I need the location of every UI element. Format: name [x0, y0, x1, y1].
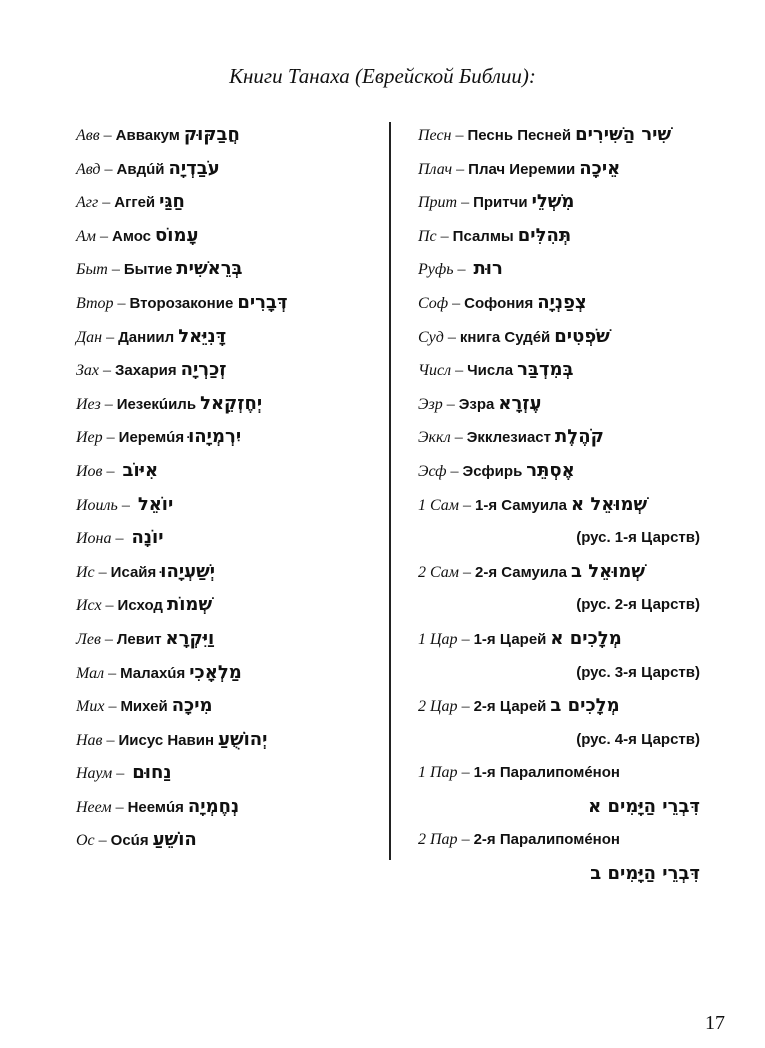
book-name: 2-я Царей — [473, 698, 547, 716]
book-abbreviation: Зах — [76, 362, 100, 380]
hebrew-title: מִשְׁלֵי — [531, 191, 575, 213]
dash-separator: – — [106, 429, 115, 447]
book-entry — [76, 454, 376, 488]
book-name: Экклезиаст — [466, 429, 552, 447]
hebrew-title: שְׁמוֹת — [166, 594, 213, 616]
dash-separator: – — [111, 261, 120, 279]
book-abbreviation: Числ — [418, 362, 452, 380]
dash-separator: – — [456, 160, 465, 178]
hebrew-title: דִּבְרֵי הַיָּמִים ב — [590, 863, 700, 885]
hebrew-title: נַחוּם — [132, 762, 172, 784]
book-entry — [418, 185, 738, 219]
russian-note: (рус. 4-я Царств) — [576, 730, 700, 748]
hebrew-title: יִרְמְיָהוּ — [188, 426, 242, 448]
dash-separator: – — [106, 462, 115, 480]
book-entry — [76, 252, 376, 286]
dash-separator: – — [440, 227, 449, 245]
dash-separator: – — [447, 328, 456, 346]
dash-separator: – — [106, 328, 115, 346]
book-name: Исайя — [110, 563, 157, 581]
dash-separator: – — [108, 664, 117, 682]
dash-separator: – — [106, 731, 115, 749]
book-entry — [418, 488, 738, 522]
page-title: Книги Танаха (Еврейской Библии): — [229, 64, 536, 88]
book-abbreviation: Втор — [76, 294, 114, 312]
book-entry — [418, 555, 738, 589]
book-abbreviation: Дан — [76, 328, 103, 346]
book-entry — [76, 488, 376, 522]
hebrew-title: חַגַּי — [159, 191, 185, 213]
book-name: Михей — [120, 698, 168, 716]
book-entry — [418, 756, 738, 790]
book-name: 1-я Царей — [473, 630, 547, 648]
book-entry — [418, 286, 738, 320]
book-entry — [418, 353, 738, 387]
book-abbreviation: Наум — [76, 765, 113, 783]
book-abbreviation: Неем — [76, 798, 112, 816]
book-name: Софония — [464, 294, 534, 312]
book-entry — [418, 118, 738, 152]
book-abbreviation: Суд — [418, 328, 444, 346]
book-entry — [418, 219, 738, 253]
book-abbreviation: Эзр — [418, 395, 443, 413]
dash-separator: – — [461, 194, 470, 212]
book-name: Эсфирь — [462, 462, 523, 480]
book-abbreviation: Руфь — [418, 261, 454, 279]
hebrew-title: הוֹשֵׁעַ — [152, 829, 197, 851]
hebrew-title: אִיּוֹב — [122, 459, 159, 481]
book-name: Малахúя — [120, 664, 186, 682]
hebrew-title: וַיִּקְרָא — [165, 627, 215, 649]
hebrew-title: בְּרֵאשִׁית — [176, 258, 243, 280]
book-abbreviation: Прит — [418, 194, 458, 212]
book-name: Иеремúя — [118, 429, 185, 447]
column-divider — [389, 122, 391, 860]
hebrew-title: קֹהֶלֶת — [555, 426, 604, 448]
hebrew-title: מַלְאָכִי — [189, 661, 242, 683]
dash-separator: – — [455, 127, 464, 144]
dash-separator: – — [103, 362, 112, 380]
book-entry — [76, 320, 376, 354]
hebrew-title: מְלָכִים א — [550, 627, 622, 649]
dash-separator: – — [115, 530, 124, 548]
book-abbreviation: Иер — [76, 429, 103, 447]
book-entry — [418, 689, 738, 723]
book-abbreviation: Эсф — [418, 462, 447, 480]
book-abbreviation: Пс — [418, 227, 437, 245]
book-entry — [76, 353, 376, 387]
book-entry — [76, 656, 376, 690]
book-abbreviation: 2 Сам — [418, 563, 459, 581]
hebrew-title: זְכַרְיָה — [180, 359, 227, 381]
book-name: Бытие — [123, 261, 173, 279]
book-name: Иисус Навин — [118, 731, 215, 749]
book-entry — [418, 387, 738, 421]
book-entry — [76, 219, 376, 253]
hebrew-title: שֹׁפְטִים — [554, 325, 610, 347]
book-entry — [76, 185, 376, 219]
hebrew-title: דִּבְרֵי הַיָּמִים א — [588, 795, 700, 817]
hebrew-title: עֹבַדְיָה — [168, 157, 220, 179]
dash-separator: – — [452, 294, 461, 312]
hebrew-title: יוֹאֵל — [137, 493, 174, 515]
book-entry — [76, 790, 376, 824]
hebrew-title: אֶסְתֵּר — [526, 459, 575, 481]
dash-separator: – — [457, 261, 466, 279]
book-abbreviation: Соф — [418, 294, 449, 312]
book-entry — [76, 387, 376, 421]
dash-separator: – — [116, 765, 125, 783]
dash-separator: – — [450, 462, 459, 480]
dash-separator: – — [454, 429, 463, 447]
book-entry — [76, 286, 376, 320]
hebrew-title: שְׁמוּאֵל א — [570, 493, 648, 515]
dash-separator: – — [108, 698, 117, 716]
book-abbreviation: Песн — [418, 127, 452, 144]
book-name: Аггей — [114, 194, 156, 212]
hebrew-title: תְּהִלִּים — [517, 224, 572, 246]
book-abbreviation: 1 Цар — [418, 630, 458, 648]
hebrew-title: עָמוֹס — [155, 224, 199, 246]
book-name: Псалмы — [452, 227, 514, 245]
book-name: Притчи — [473, 194, 528, 212]
dash-separator: – — [104, 160, 113, 178]
book-entry — [76, 723, 376, 757]
book-abbreviation: Иов — [76, 462, 103, 480]
hebrew-title: צְפַנְיָה — [537, 291, 587, 313]
book-entry — [76, 756, 376, 790]
hebrew-title: עֶזְרָא — [498, 392, 542, 414]
book-entry — [76, 622, 376, 656]
book-name: Эзра — [458, 395, 495, 413]
book-abbreviation: Ам — [76, 227, 96, 245]
dash-separator: – — [463, 496, 471, 514]
left-column — [76, 118, 376, 857]
book-name: книга Судéй — [459, 328, 551, 346]
hebrew-title: רוּת — [473, 258, 503, 280]
book-name: 1-я Паралипомéнон — [473, 764, 620, 782]
book-name: 2-я Паралипомéнон — [473, 831, 620, 849]
book-entry — [418, 454, 738, 488]
book-entry — [76, 823, 376, 857]
book-name: Второзаконие — [129, 294, 234, 312]
hebrew-title: חֲבַקּוּק — [183, 124, 240, 145]
dash-separator: – — [105, 597, 114, 615]
book-abbreviation: Нав — [76, 731, 103, 749]
hebrew-title: יְחֶזְקֵאל — [200, 392, 263, 414]
dash-separator: – — [99, 227, 108, 245]
book-name: 2-я Самуила — [475, 563, 567, 581]
dash-separator: – — [104, 630, 113, 648]
dash-separator: – — [121, 496, 130, 514]
book-abbreviation: 1 Пар — [418, 764, 458, 782]
book-name: Числа — [467, 362, 514, 380]
book-entry — [76, 555, 376, 589]
book-name: Захария — [115, 362, 177, 380]
book-abbreviation: Плач — [418, 160, 453, 178]
hebrew-title: דְּבָרִים — [237, 291, 288, 313]
book-name: 1-я Самуила — [475, 496, 567, 514]
book-name: Аввакум — [115, 127, 180, 144]
dash-separator: – — [102, 194, 111, 212]
book-abbreviation: 1 Сам — [418, 496, 459, 514]
dash-separator: – — [463, 563, 471, 581]
book-entry — [76, 420, 376, 454]
book-abbreviation: Лев — [76, 630, 101, 648]
dash-separator: – — [461, 764, 470, 782]
book-abbreviation: Иоиль — [76, 496, 118, 514]
book-name: Иезекúиль — [116, 395, 197, 413]
book-name: Песнь Песней — [467, 127, 572, 144]
book-abbreviation: Иона — [76, 530, 112, 548]
dash-separator: – — [455, 362, 464, 380]
book-entry — [76, 521, 376, 555]
dash-separator: – — [103, 127, 112, 144]
book-entry — [418, 152, 738, 186]
hebrew-title: שִׁיר הַשִּׁירִים — [575, 124, 672, 145]
book-abbreviation: Ис — [76, 563, 95, 581]
book-abbreviation: Авв — [76, 127, 100, 144]
book-name: Осúя — [110, 832, 149, 850]
book-name: Авдúй — [116, 160, 165, 178]
dash-separator: – — [104, 395, 113, 413]
dash-separator: – — [98, 832, 107, 850]
book-abbreviation: Эккл — [418, 429, 451, 447]
russian-note: (рус. 2-я Царств) — [576, 596, 700, 614]
book-name: Плач Иеремии — [468, 160, 576, 178]
dash-separator: – — [461, 831, 470, 849]
book-entry — [76, 588, 376, 622]
dash-separator: – — [98, 563, 107, 581]
hebrew-title: יְשַׁעְיָהוּ — [160, 560, 216, 582]
book-abbreviation: Авд — [76, 160, 101, 178]
hebrew-title: בְּמִדְבַּר — [517, 359, 574, 381]
book-abbreviation: 2 Цар — [418, 698, 458, 716]
hebrew-title: יְהוֹשֻׁעַ — [218, 728, 268, 750]
book-entry — [76, 689, 376, 723]
dash-separator: – — [461, 630, 470, 648]
book-name: Даниил — [118, 328, 175, 346]
russian-note: (рус. 3-я Царств) — [576, 663, 700, 681]
hebrew-title: מְלָכִים ב — [550, 695, 620, 717]
book-name: Амос — [111, 227, 152, 245]
book-name: Исход — [117, 597, 163, 615]
hebrew-title: נְחֶמְיָה — [187, 795, 240, 817]
dash-separator: – — [117, 294, 126, 312]
book-entry — [418, 252, 738, 286]
book-entry — [418, 823, 738, 857]
hebrew-title: מִיכָה — [171, 695, 213, 717]
book-abbreviation: Ос — [76, 832, 95, 850]
book-name: Левит — [116, 630, 162, 648]
russian-note: (рус. 1-я Царств) — [576, 529, 700, 547]
book-entry — [418, 320, 738, 354]
book-abbreviation: Исх — [76, 597, 102, 615]
book-entry — [76, 152, 376, 186]
book-abbreviation: Быт — [76, 261, 108, 279]
book-entry — [418, 420, 738, 454]
page-number: 17 — [705, 1012, 725, 1034]
book-abbreviation: 2 Пар — [418, 831, 458, 849]
right-column — [418, 118, 738, 891]
hebrew-title: שְׁמוּאֵל ב — [570, 560, 646, 582]
book-entry — [418, 622, 738, 656]
hebrew-title: אֵיכָה — [579, 157, 621, 179]
book-abbreviation: Мих — [76, 698, 105, 716]
dash-separator: – — [446, 395, 455, 413]
book-entry — [76, 118, 376, 152]
dash-separator: – — [115, 798, 124, 816]
hebrew-title: יוֹנָה — [131, 527, 164, 549]
book-abbreviation: Агг — [76, 194, 99, 212]
dash-separator: – — [461, 698, 470, 716]
hebrew-title: דָּנִיֵּאל — [178, 325, 227, 347]
book-abbreviation: Мал — [76, 664, 105, 682]
book-name: Неемúя — [127, 798, 184, 816]
book-abbreviation: Иез — [76, 395, 101, 413]
